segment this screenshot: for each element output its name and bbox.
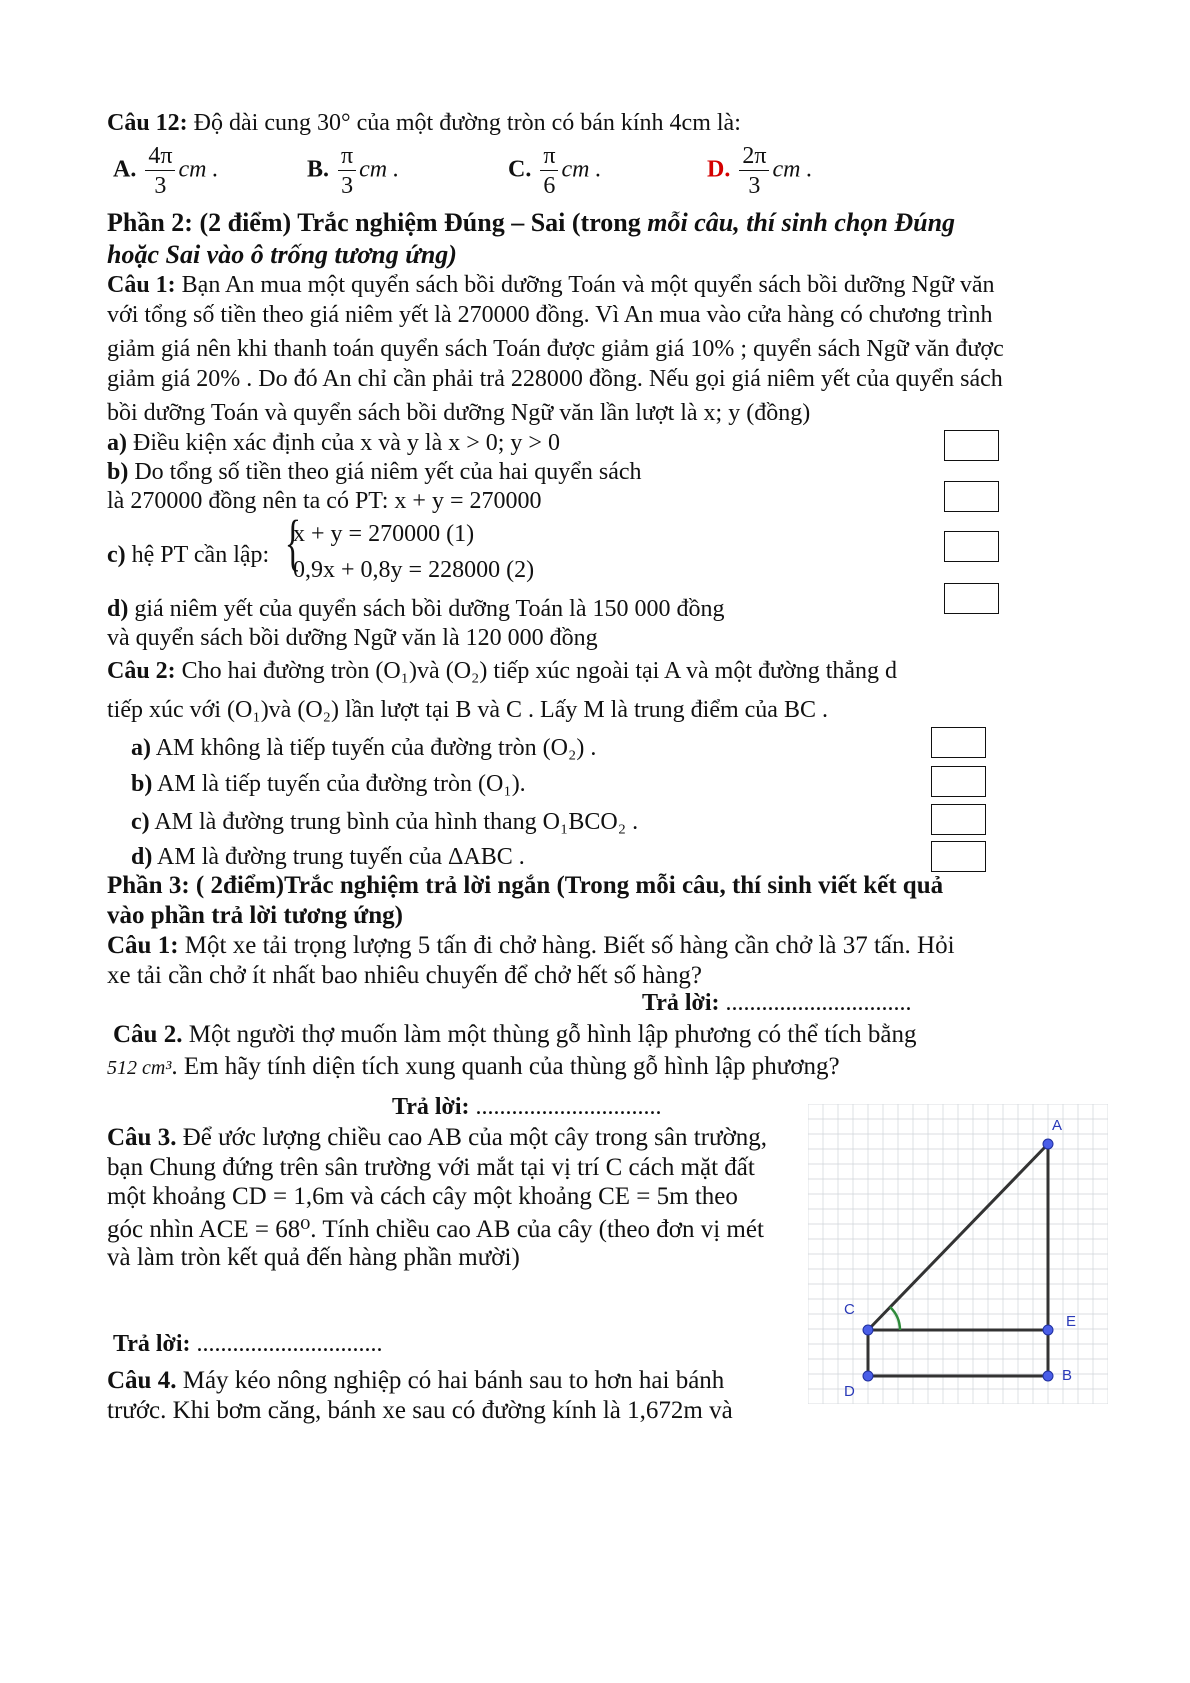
cau12-option-b[interactable]: B. $\frac{\pi}{3}$ cm . <box>307 143 400 199</box>
answer-blank[interactable]: ............................... <box>196 1331 383 1357</box>
p2q2-line1: Câu 2: Cho hai đường tròn (O₁)và (O₂) tiếp xúc ngoài tại A và một đường thẳng d <box>107 658 898 684</box>
system-brace: { <box>284 509 302 577</box>
p3q2-line1: Câu 2. Một người thợ muốn làm một thùng gỗ hình lập phương có thể tích bằng <box>113 1021 917 1048</box>
p3q3-line3: một khoảng CD = 1,6m và cách cây một khoảng CE = 5m theo <box>107 1183 738 1210</box>
answer-label: Trả lời: <box>113 1331 191 1357</box>
cau12-text: Độ dài cung 30° của một đường tròn có bán kính 4cm là: <box>193 110 741 136</box>
p2q1-line1: Câu 1: Bạn An mua một quyển sách bồi dưỡng Toán và một quyển sách bồi dưỡng Ngữ văn <box>107 272 995 298</box>
phan2-heading-line2: hoặc Sai vào ô trống tương ứng) <box>107 240 457 269</box>
phan3-heading-line2: vào phần trả lời tương ứng) <box>107 902 403 929</box>
tree-height-figure <box>808 1104 1108 1404</box>
p2q1-checkbox-c[interactable] <box>944 531 999 562</box>
p2q1-line5: bồi dưỡng Toán và quyển sách bồi dưỡng Ngữ văn lần lượt là x; y (đồng) <box>107 400 811 426</box>
p2q1-statement-b: b) Do tổng số tiền theo giá niêm yết của hai quyển sách <box>107 459 642 485</box>
p2q1-checkbox-b[interactable] <box>944 481 999 512</box>
p2q1-statement-a: a) Điều kiện xác định của x và y là x > 0; y > 0 <box>107 430 560 456</box>
answer-blank[interactable]: ............................... <box>725 990 912 1016</box>
p3q2-line2: 512 cm³. Em hãy tính diện tích xung quanh của thùng gỗ hình lập phương? <box>107 1053 840 1080</box>
cau12-option-d[interactable]: D. $\frac{2\pi}{3}$ cm . <box>707 143 813 199</box>
cau12-question <box>107 110 741 137</box>
p2q2-checkbox-d[interactable] <box>931 841 986 872</box>
point-c <box>863 1325 873 1335</box>
label-c: C <box>844 1301 855 1318</box>
system-eq2: 0,9x + 0,8y = 228000 (2) <box>293 557 535 583</box>
p2q2-statement-d: d) AM là đường trung tuyến của ΔABC . <box>131 844 525 870</box>
p3q3-answer[interactable] <box>113 1331 383 1358</box>
p2q2-checkbox-c[interactable] <box>931 804 986 835</box>
phan2-heading: Phần 2: (2 điểm) Trắc nghiệm Đúng – Sai (trong mỗi câu, thí sinh chọn Đúng <box>107 208 956 237</box>
option-label: C. <box>508 156 532 183</box>
option-label: B. <box>307 156 330 183</box>
option-fraction: $\frac{4\pi}{3}$ <box>145 144 175 198</box>
label-d: D <box>844 1383 855 1400</box>
answer-label: Trả lời: <box>392 1094 470 1120</box>
p2q2-statement-b: b) AM là tiếp tuyến của đường tròn (O₁). <box>131 771 526 797</box>
cau12-option-c[interactable]: C. $\frac{\pi}{6}$ cm . <box>508 143 602 199</box>
p3q1-line2: xe tải cần chở ít nhất bao nhiêu chuyến để chở hết số hàng? <box>107 962 702 989</box>
p2q2-checkbox-b[interactable] <box>931 766 986 797</box>
figure-grid <box>808 1104 1108 1404</box>
p3q3-line1: Câu 3. Để ước lượng chiều cao AB của một cây trong sân trường, <box>107 1124 768 1151</box>
p3q2-answer[interactable] <box>392 1094 662 1121</box>
answer-blank[interactable]: ............................... <box>475 1094 662 1120</box>
angle-ace-arc <box>890 1307 900 1330</box>
label-b: B <box>1062 1367 1073 1384</box>
p2q1-statement-b-line2: là 270000 đồng nên ta có PT: x + y = 270000 <box>107 488 542 514</box>
option-label: A. <box>113 156 137 183</box>
p2q1-line3: giảm giá nên khi thanh toán quyển sách Toán được giảm giá 10% ; quyển sách Ngữ văn được <box>107 336 1004 362</box>
p2q1-checkbox-a[interactable] <box>944 430 999 461</box>
point-b <box>1043 1371 1053 1381</box>
answer-label: Trả lời: <box>642 990 720 1016</box>
p2q1-statement-d: d) giá niêm yết của quyển sách bồi dưỡng Toán là 150 000 đồng <box>107 596 725 622</box>
p2q2-statement-a: a) AM không là tiếp tuyến của đường tròn (O₂) . <box>131 735 597 761</box>
option-label-answer: D. <box>707 156 731 183</box>
p3q1-line1: Câu 1: Một xe tải trọng lượng 5 tấn đi chở hàng. Biết số hàng cần chở là 37 tấn. Hỏi <box>107 932 955 959</box>
p3q3-line4: góc nhìn ACE = 68⁰. Tính chiều cao AB của cây (theo đơn vị mét <box>107 1216 764 1243</box>
p2q1-line4: giảm giá 20% . Do đó An chỉ cần phải trả 228000 đồng. Nếu gọi giá niêm yết của quyển sách <box>107 366 1003 392</box>
p3q3-line5: và làm tròn kết quả đến hàng phần mười) <box>107 1244 520 1271</box>
point-a <box>1043 1139 1053 1149</box>
p2q1-statement-c: c) hệ PT cần lập: <box>107 542 270 568</box>
p2q1-line2: với tổng số tiền theo giá niêm yết là 270000 đồng. Vì An mua vào cửa hàng có chương trình <box>107 302 993 328</box>
p2q2-checkbox-a[interactable] <box>931 727 986 758</box>
p2q1-statement-d-line2: và quyển sách bồi dưỡng Ngữ văn là 120 000 đồng <box>107 625 598 651</box>
point-d <box>863 1371 873 1381</box>
label-e: E <box>1066 1313 1077 1330</box>
option-fraction: $\frac{\pi}{6}$ <box>540 144 558 198</box>
p2q1-checkbox-d[interactable] <box>944 583 999 614</box>
p3q1-answer[interactable] <box>642 990 912 1017</box>
p3q3-line2: bạn Chung đứng trên sân trường với mắt tại vị trí C cách mặt đất <box>107 1154 755 1181</box>
option-fraction: $\frac{\pi}{3}$ <box>338 144 356 198</box>
p3q4-line1: Câu 4. Máy kéo nông nghiệp có hai bánh sau to hơn hai bánh <box>107 1367 725 1394</box>
p2q2-line2: tiếp xúc với (O₁)và (O₂) lần lượt tại B và C . Lấy M là trung điểm của BC . <box>107 697 828 723</box>
p2q2-statement-c: c) AM là đường trung bình của hình thang O₁BCO₂ . <box>131 809 639 835</box>
label-a: A <box>1052 1117 1063 1134</box>
option-fraction: $\frac{2\pi}{3}$ <box>739 144 769 198</box>
point-e <box>1043 1325 1053 1335</box>
cau12-option-a[interactable]: A. $\frac{4\pi}{3}$ cm . <box>113 143 219 199</box>
system-eq1: x + y = 270000 (1) <box>293 521 475 547</box>
p3q4-line2: trước. Khi bơm căng, bánh xe sau có đường kính là 1,672m và <box>107 1397 733 1424</box>
cau12-lead: Câu 12: <box>107 110 188 136</box>
phan3-heading: Phần 3: ( 2điểm)Trắc nghiệm trả lời ngắn (Trong mỗi câu, thí sinh viết kết quả <box>107 872 944 899</box>
